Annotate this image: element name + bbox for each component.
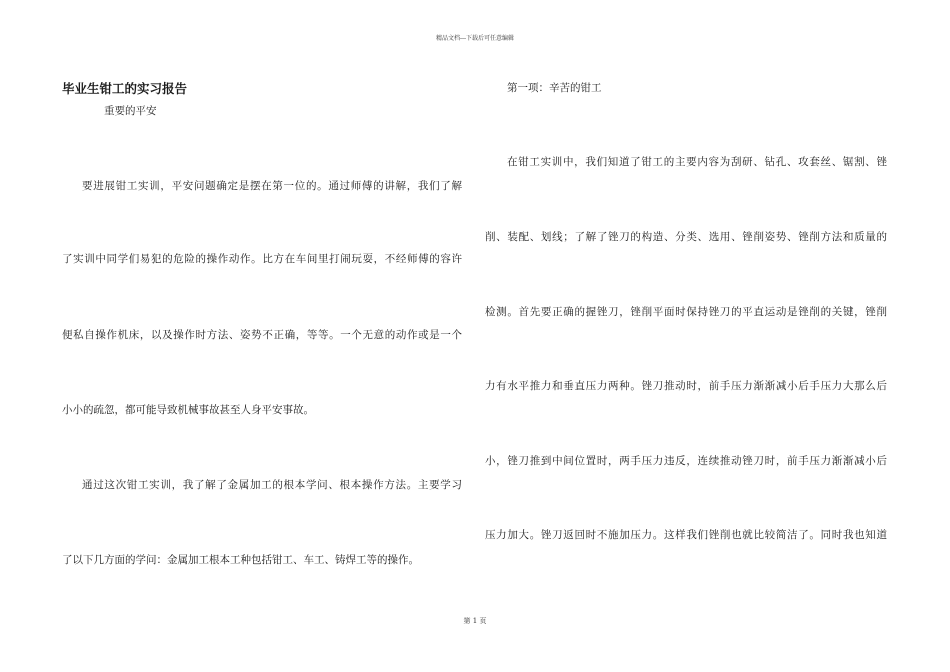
paragraph-line: 通过这次钳工实训，我了解了金属加工的根本学问、根本操作方法。主要学习 (82, 479, 462, 491)
paragraph-line: 力有水平推力和垂直压力两种。锉刀推动时，前手压力渐渐减小后手压力大那么后 (485, 380, 887, 392)
paragraph-line: 了以下几方面的学问：金属加工根本工种包括钳工、车工、铸焊工等的操作。 (62, 554, 419, 566)
paragraph-line: 在钳工实训中，我们知道了钳工的主要内容为刮研、钻孔、攻套丝、锯割、锉 (507, 156, 887, 168)
paragraph-line: 压力加大。锉刀返回时不施加压力。这样我们锉削也就比较简洁了。同时我也知道 (485, 529, 887, 541)
section-subtitle: 重要的平安 (104, 105, 157, 117)
paragraph-line: 检测。首先要正确的握锉刀，锉削平面时保持锉刀的平直运动是锉削的关键，锉削 (485, 306, 887, 318)
paragraph-line: 了实训中同学们易犯的危险的操作动作。比方在车间里打闹玩耍，不经师傅的容许 (62, 253, 462, 265)
paragraph-line: 要进展钳工实训，平安问题确定是摆在第一位的。通过师傅的讲解，我们了解 (82, 180, 462, 192)
paragraph-line: 削、装配、划线；了解了锉刀的构造、分类、选用、锉削姿势、锉削方法和质量的 (485, 231, 887, 243)
section-heading: 第一项：辛苦的钳工 (507, 82, 602, 94)
document-title: 毕业生钳工的实习报告 (62, 81, 188, 96)
paragraph-line: 小，锉刀推到中间位置时，两手压力违反，连续推动锉刀时，前手压力渐渐减小后 (485, 455, 887, 467)
page-header: 精品文档---下载后可任意编辑 (435, 35, 515, 42)
paragraph-line: 小小的疏忽，都可能导致机械事故甚至人身平安事故。 (62, 404, 314, 416)
paragraph-line: 便私自操作机床，以及操作时方法、姿势不正确，等等。一个无意的动作或是一个 (62, 329, 462, 341)
page-footer: 第 1 页 (463, 617, 487, 625)
